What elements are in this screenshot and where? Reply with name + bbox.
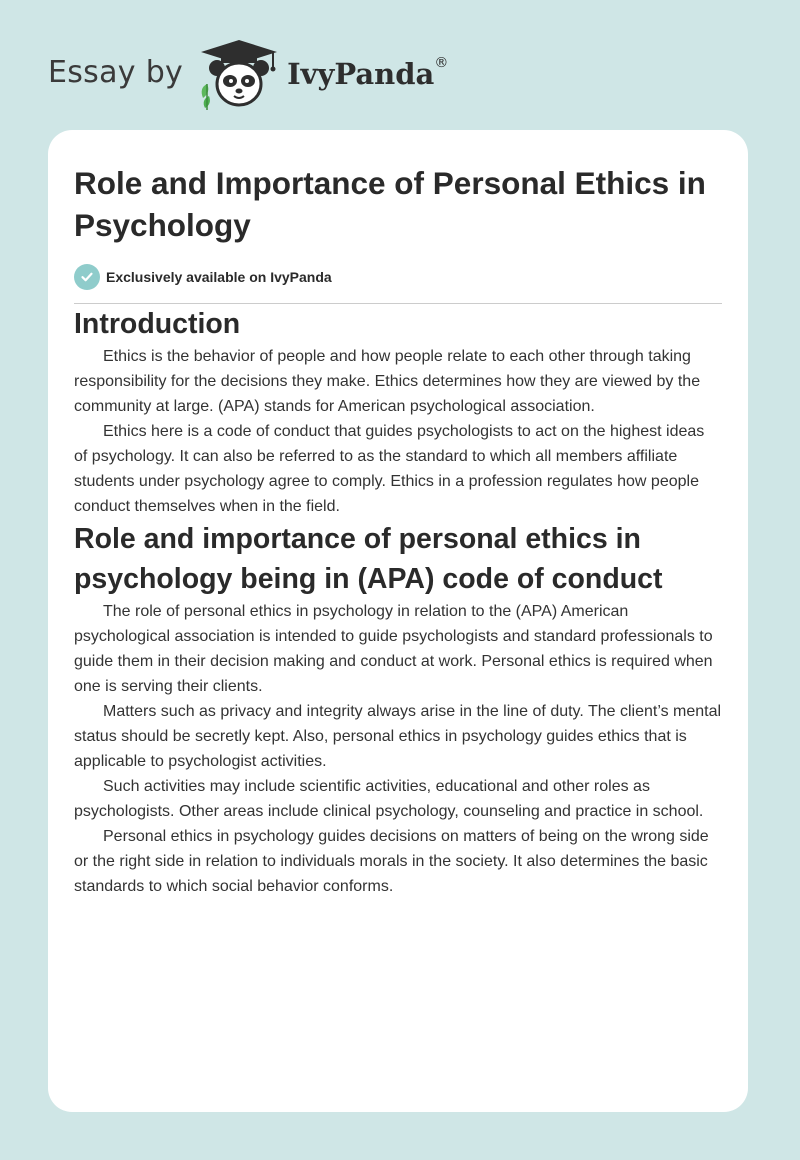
- essay-by-label: Essay by: [48, 54, 184, 90]
- check-circle-icon: [74, 264, 100, 290]
- essay-card: [48, 130, 748, 1112]
- page-title: Role and Importance of Personal Ethics in Psychology: [74, 165, 706, 243]
- paragraph: Ethics is the behavior of people and how people relate to each other through taking responsibility for the decisions they make. Ethics determines how they are viewed by the community at large. (APA) stands for American psychological association.: [74, 348, 701, 415]
- site-header: [48, 34, 448, 114]
- paragraph: Such activities may include scientific activities, educational and other roles as psychologists. Other areas include clinical psychology, counseling and practice in school.: [74, 778, 704, 820]
- exclusive-badge: [74, 264, 722, 290]
- section-heading-role-and-importance: Role and importance of personal ethics in psychology being in (APA) code of conduct: [74, 523, 663, 595]
- section-heading-introduction: Introduction: [74, 308, 241, 340]
- panda-graduate-logo-icon[interactable]: [197, 38, 281, 110]
- essay-content: [74, 162, 722, 899]
- brand-name[interactable]: IvyPanda®: [287, 55, 449, 91]
- exclusive-label: Exclusively available on IvyPanda: [106, 269, 332, 285]
- paragraph: Matters such as privacy and integrity always arise in the line of duty. The client’s mental status should be secretly kept. Also, personal ethics in psychology guides ethics that is applicable to psychologist activities.: [74, 703, 722, 770]
- paragraph: Personal ethics in psychology guides decisions on matters of being on the wrong side or the right side in relation to individuals morals in the society. It also determines the basic standards to which social behavior conforms.: [74, 828, 709, 895]
- paragraph: The role of personal ethics in psychology in relation to the (APA) American psychological association is intended to guide psychologists and standard professionals to guide them in their decision making and conduct at work. Personal ethics is required when one is serving their clients.: [74, 603, 713, 695]
- paragraph: Ethics here is a code of conduct that guides psychologists to act on the highest ideas of psychology. It can also be referred to as the standard to which all members affiliate students under psychology agree to comply. Ethics in a profession regulates how people conduct themselves when in the field.: [74, 423, 705, 515]
